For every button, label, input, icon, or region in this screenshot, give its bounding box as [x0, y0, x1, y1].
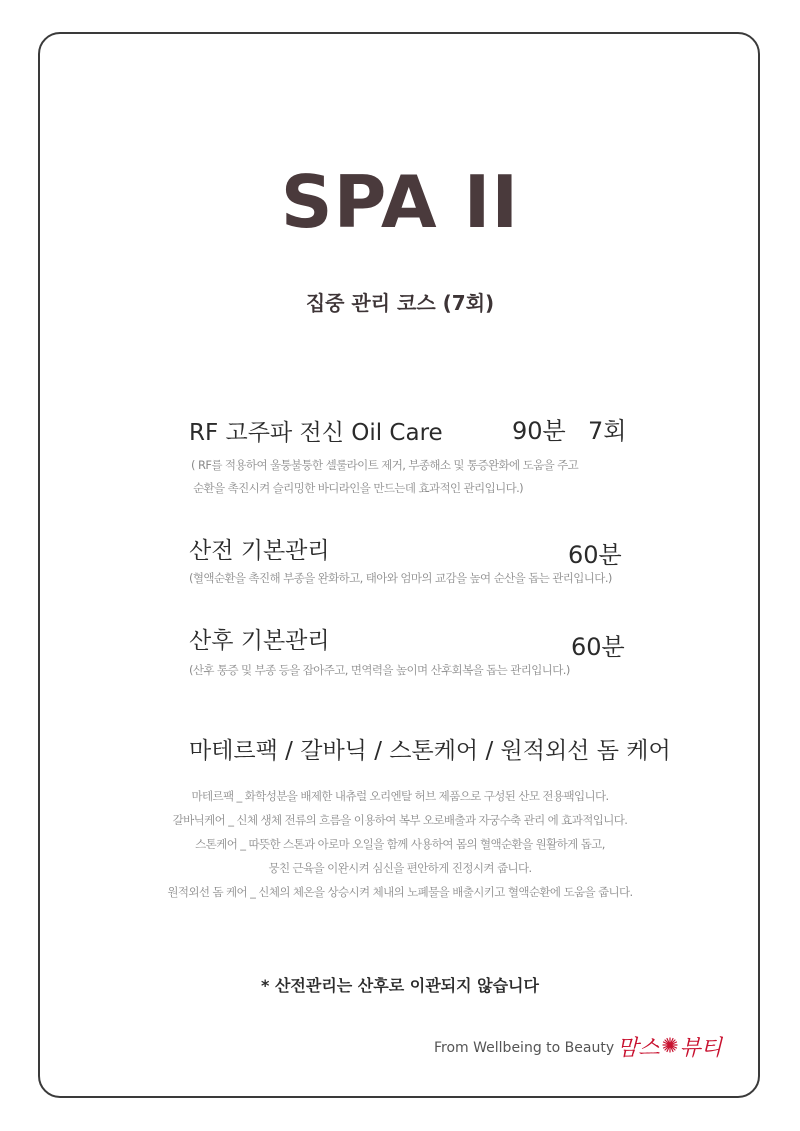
- logo-text-part1: 맘스: [617, 1035, 660, 1061]
- item-description-line: 순환을 촉진시켜 슬리밍한 바디라인을 만드는데 효과적인 관리입니다.): [193, 481, 524, 495]
- item-duration-prenatal-basic: 60분: [568, 541, 622, 569]
- footer-tagline: From Wellbeing to Beauty: [434, 1040, 615, 1056]
- addon-description-line: 뭉친 근육을 이완시켜 심신을 편안하게 진정시켜 줍니다.: [268, 861, 532, 875]
- page-title: SPA II: [280, 160, 520, 244]
- addon-description-line: 갈바닉케어 _ 신체 생체 전류의 흐름을 이용하여 복부 오로배출과 자궁수축 관리 에 효과적입니다.: [172, 813, 628, 827]
- logo-text-part2: 뷰티: [679, 1035, 723, 1061]
- item-name-prenatal-basic: 산전 기본관리: [189, 538, 330, 564]
- item-description-line: (산후 통증 및 부종 등을 잡아주고, 면역력을 높이며 산후회복을 돕는 관리입니다.): [189, 663, 570, 677]
- item-name-rf-oil-care: RF 고주파 전신 Oil Care: [189, 420, 443, 446]
- item-duration-postnatal-basic: 60분: [571, 633, 625, 661]
- item-duration-rf-oil-care: 90분: [512, 417, 566, 445]
- notice-text: * 산전관리는 산후로 이관되지 않습니다: [261, 976, 539, 995]
- item-description-line: (혈액순환을 촉진해 부종을 완화하고, 태아와 엄마의 교감을 높여 순산을 돕는 관리입니다.): [189, 571, 612, 585]
- addons-heading: 마테르팩 / 갈바닉 / 스톤케어 / 원적외선 돔 케어: [189, 738, 671, 764]
- brand-logo: [617, 1028, 722, 1064]
- item-description-line: ( RF를 적용하여 울퉁불퉁한 셀룰라이트 제거, 부종해소 및 통증완화에 도움을 주고: [191, 458, 579, 472]
- addon-description-line: 스톤케어 _ 따뜻한 스톤과 아로마 오일을 함께 사용하여 몸의 혈액순환을 원활하게 돕고,: [195, 837, 605, 851]
- course-subtitle: 집중 관리 코스 (7회): [305, 291, 495, 315]
- addon-description-line: 원적외선 돔 케어 _ 신체의 체온을 상승시켜 체내의 노폐물을 배출시키고 혈액순환에 도움을 줍니다.: [167, 885, 633, 899]
- item-sessions-rf-oil-care: 7회: [588, 417, 627, 445]
- addon-description-line: 마테르팩 _ 화학성분을 배제한 내츄럴 오리엔탈 허브 제품으로 구성된 산모 전용팩입니다.: [191, 789, 609, 803]
- item-name-postnatal-basic: 산후 기본관리: [189, 628, 330, 654]
- starburst-icon: [662, 1034, 678, 1059]
